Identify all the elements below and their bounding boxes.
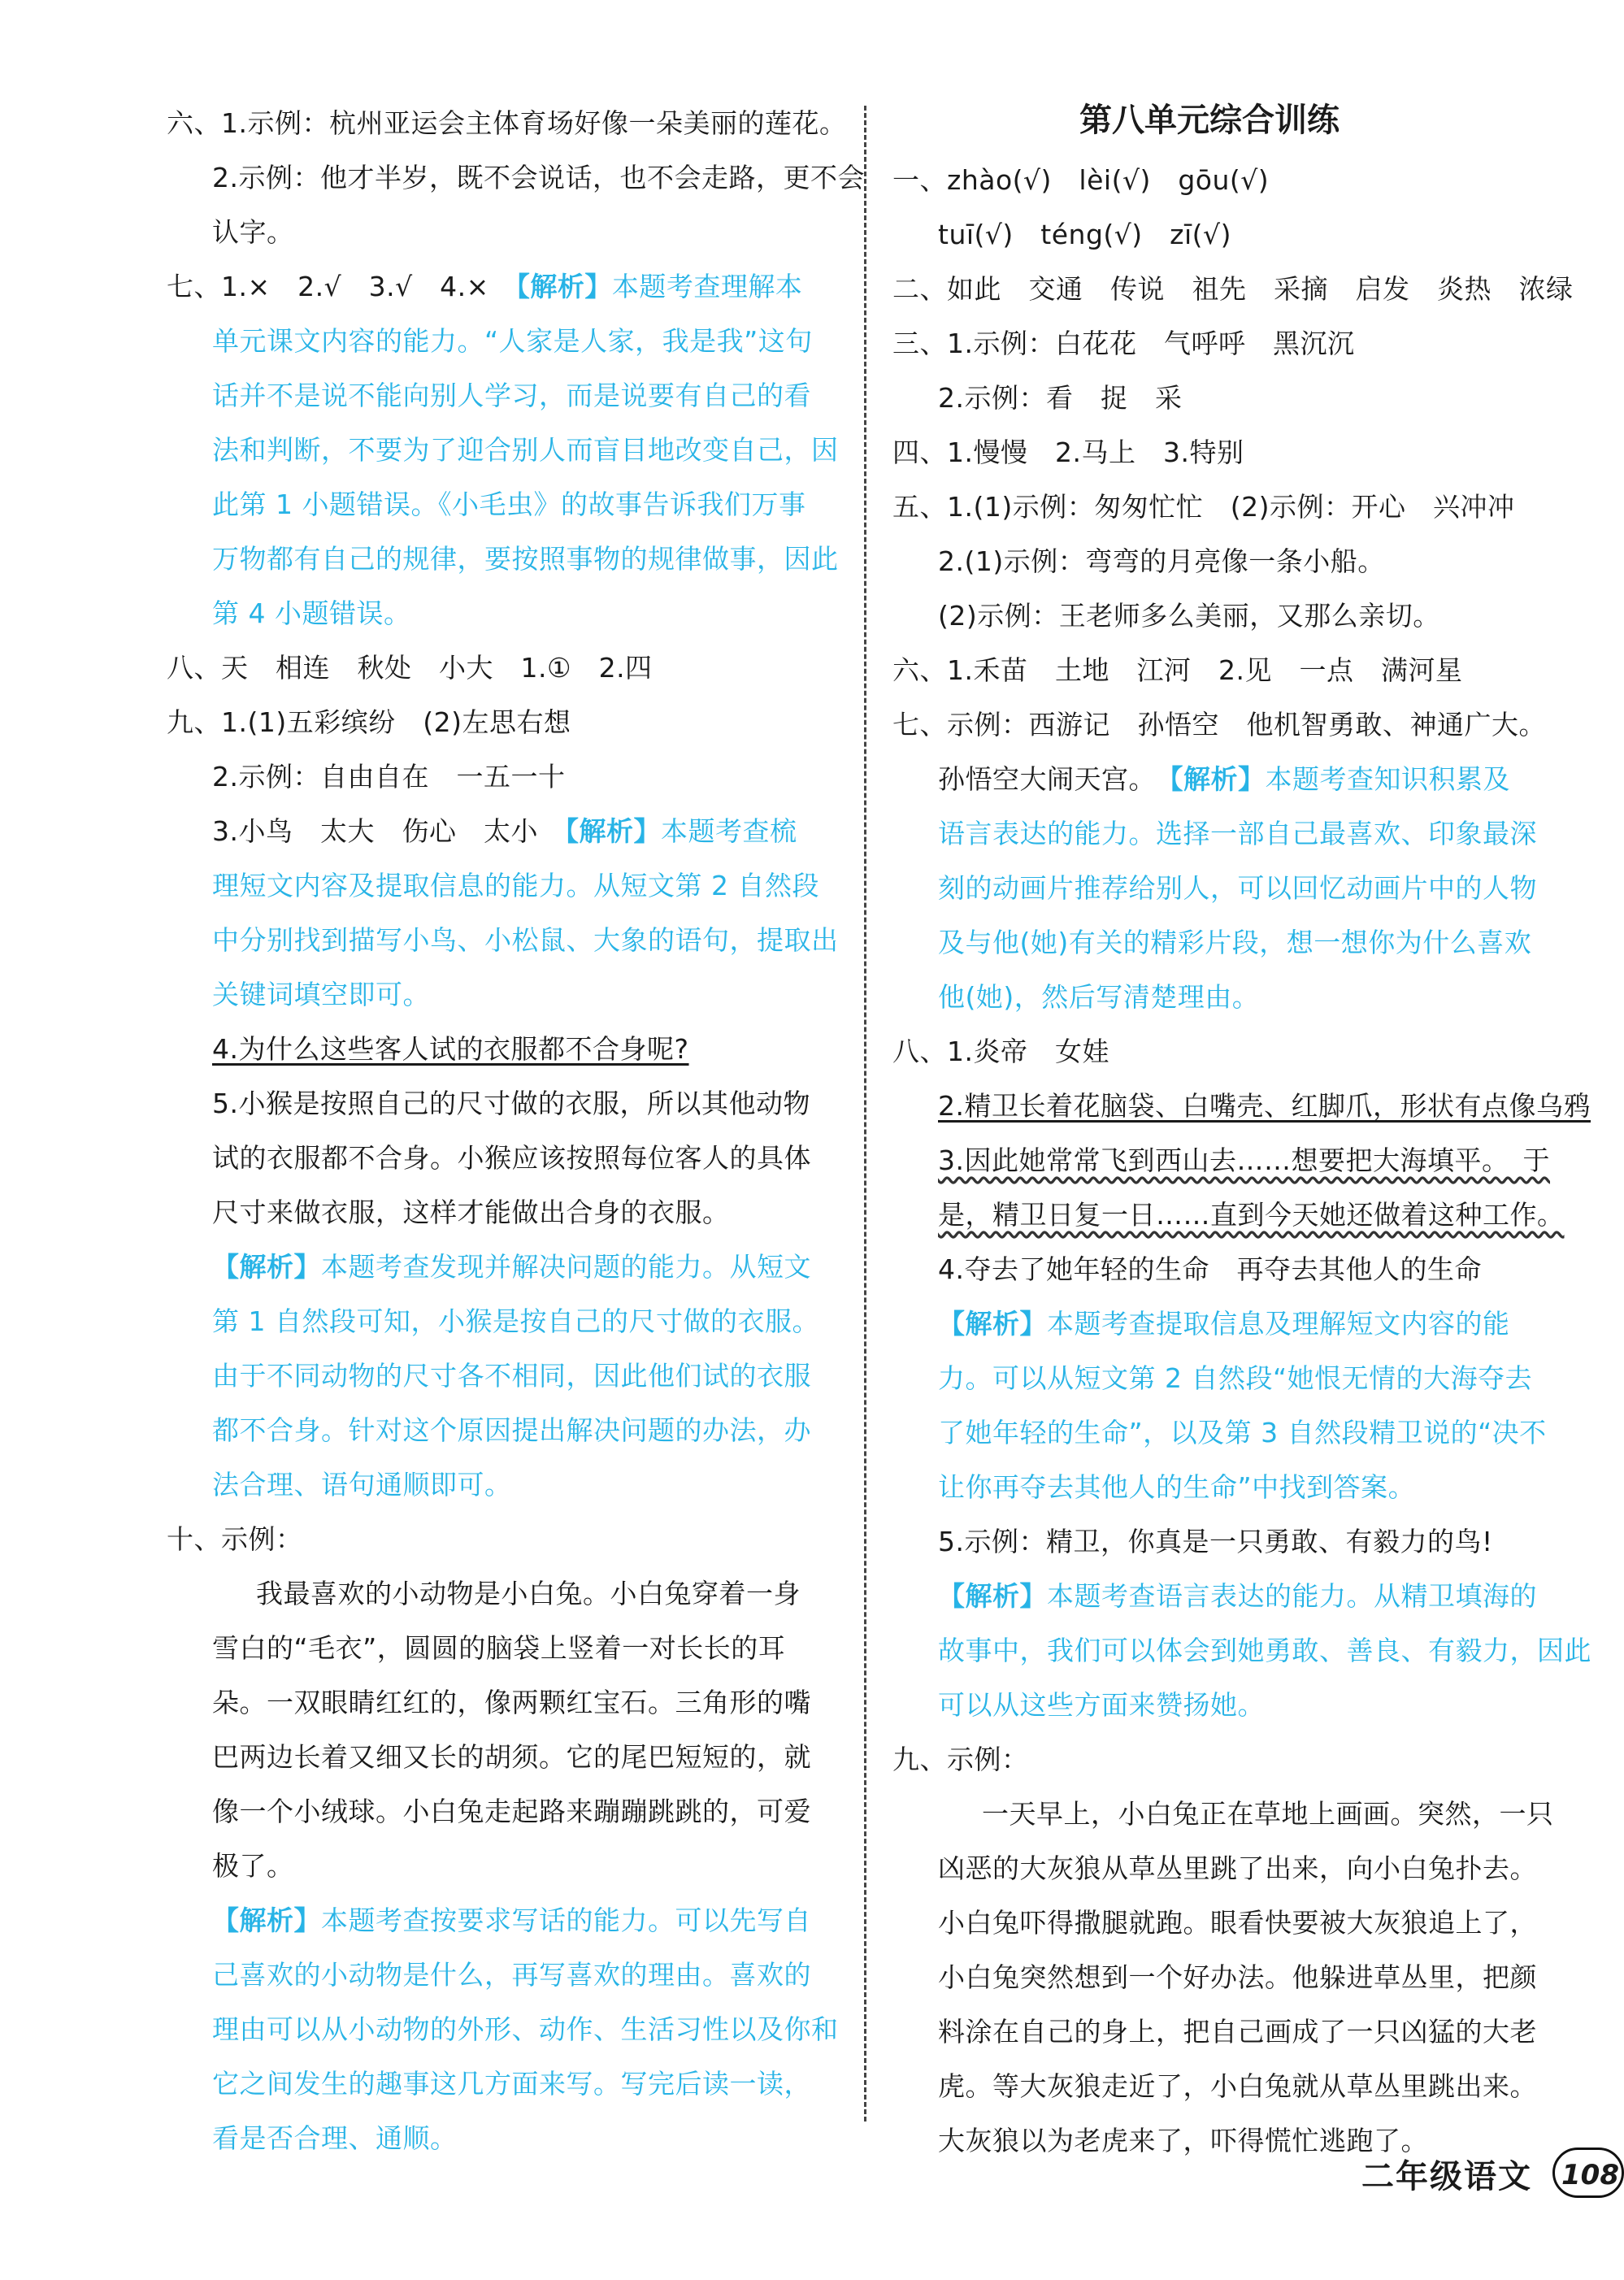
analysis-text: 话并不是说不能向别人学习，而是说要有自己的看 bbox=[212, 380, 811, 411]
answer-text: 八、天 相连 秋处 小大 1.① 2.四 bbox=[167, 652, 653, 684]
answer-line bbox=[167, 749, 841, 804]
answer-text: 3.因此她常常飞到西山去……想要把大海填平。 于 bbox=[938, 1144, 1550, 1176]
answer-line bbox=[167, 1131, 841, 1185]
grade-subject-label: 二年级语文 bbox=[1361, 2158, 1532, 2195]
answer-text: 4.为什么这些客人试的衣服都不合身呢? bbox=[212, 1033, 689, 1065]
answer-line bbox=[892, 1841, 1559, 1896]
analysis-text: 理由可以从小动物的外形、动作、生活习性以及你和 bbox=[212, 2013, 839, 2045]
answer-text: 一、zhào(√) lèi(√) gōu(√) bbox=[892, 164, 1270, 196]
answer-line bbox=[892, 534, 1559, 588]
analysis-tag: 【解析】 bbox=[212, 1251, 321, 1283]
answer-text: 2.(1)示例：弯弯的月亮像一条小船。 bbox=[938, 545, 1385, 577]
answer-text: 七、示例：西游记 孙悟空 他机智勇敢、神通广大。 bbox=[892, 709, 1546, 740]
answer-text: 巴两边长着又细又长的胡须。它的尾巴短短的，就 bbox=[212, 1741, 811, 1773]
answer-line bbox=[167, 1621, 841, 1675]
answer-text: 小白兔吓得撒腿就跑。眼看快要被大灰狼追上了， bbox=[938, 1907, 1537, 1939]
answer-line bbox=[167, 586, 841, 641]
analysis-tag: 【解析】 bbox=[938, 1308, 1047, 1340]
answer-line bbox=[892, 2059, 1559, 2113]
answer-line bbox=[892, 316, 1559, 371]
answer-line bbox=[167, 477, 841, 532]
answer-line bbox=[167, 1240, 841, 1294]
analysis-text: 刻的动画片推荐给别人，可以回忆动画片中的人物 bbox=[938, 872, 1537, 904]
analysis-text: 己喜欢的小动物是什么，再写喜欢的理由。喜欢的 bbox=[212, 1959, 811, 1991]
answer-text: 七、1.× 2.√ 3.√ 4.× bbox=[167, 271, 489, 302]
analysis-text: 中分别找到描写小鸟、小松鼠、大象的语句，提取出 bbox=[212, 924, 839, 956]
analysis-text: 此第 1 小题错误。《小毛虫》的故事告诉我们万事 bbox=[212, 489, 806, 520]
analysis-text: 都不合身。针对这个原因提出解决问题的办法，办 bbox=[212, 1414, 811, 1446]
answer-line bbox=[167, 1784, 841, 1839]
answer-line bbox=[167, 1566, 841, 1621]
answer-line bbox=[892, 1514, 1559, 1569]
answer-line bbox=[892, 153, 1559, 207]
answer-text: 认字。 bbox=[212, 216, 294, 248]
answer-line bbox=[892, 1188, 1565, 1242]
answer-text: 3.小鸟 太大 伤心 太小 bbox=[212, 815, 538, 847]
answer-line bbox=[167, 1022, 841, 1076]
answer-line bbox=[167, 423, 841, 477]
answer-text: 2.示例：看 捉 采 bbox=[938, 382, 1183, 414]
answer-text: 2.示例：他才半岁，既不会说话，也不会走路，更不会 bbox=[212, 162, 865, 193]
analysis-tag: 【解析】 bbox=[1170, 763, 1266, 795]
analysis-text: 本题考查发现并解决问题的能力。从短文 bbox=[321, 1251, 811, 1283]
answer-line bbox=[167, 858, 841, 913]
analysis-text: 了她年轻的生命”，以及第 3 自然段精卫说的“决不 bbox=[938, 1417, 1547, 1448]
analysis-text: 法和判断，不要为了迎合别人而盲目地改变自己，因 bbox=[212, 434, 839, 466]
answer-line bbox=[167, 1348, 841, 1403]
answer-line bbox=[167, 2056, 841, 2111]
analysis-text: 本题考查理解本 bbox=[611, 271, 803, 302]
analysis-tag: 【解析】 bbox=[212, 1904, 321, 1936]
answer-text: 试的衣服都不合身。小猴应该按照每位客人的具体 bbox=[212, 1142, 811, 1174]
answer-line bbox=[892, 915, 1559, 970]
left-column bbox=[167, 96, 865, 2165]
answer-line bbox=[892, 371, 1559, 425]
answer-line bbox=[167, 1730, 841, 1784]
answer-line bbox=[892, 1351, 1559, 1405]
answer-text: 2.示例：自由自在 一五一十 bbox=[212, 761, 566, 793]
answer-text: 4.夺去了她年轻的生命 再夺去其他人的生命 bbox=[938, 1253, 1482, 1285]
answer-line bbox=[167, 368, 841, 423]
answer-text: 虎。等大灰狼走近了，小白兔就从草丛里跳出来。 bbox=[938, 2070, 1537, 2102]
answer-line bbox=[167, 1185, 841, 1240]
answer-line bbox=[892, 1024, 1559, 1079]
answer-line bbox=[167, 1675, 841, 1730]
answer-line bbox=[892, 1950, 1559, 2004]
answer-line bbox=[167, 205, 841, 259]
answer-line bbox=[892, 2004, 1559, 2059]
answer-line bbox=[167, 1839, 841, 1893]
answer-text: 5.示例：精卫，你真是一只勇敢、有毅力的鸟! bbox=[938, 1526, 1493, 1557]
answer-line bbox=[167, 804, 841, 858]
answer-line bbox=[892, 1896, 1559, 1950]
answer-line bbox=[892, 1569, 1559, 1623]
analysis-text: 第 4 小题错误。 bbox=[212, 597, 411, 629]
answer-text: 二、如此 交通 传说 祖先 采摘 启发 炎热 浓绿 bbox=[892, 273, 1574, 305]
answer-line bbox=[167, 967, 841, 1022]
analysis-text: 力。可以从短文第 2 自然段“她恨无情的大海夺去 bbox=[938, 1362, 1533, 1394]
analysis-text: 万物都有自己的规律，要按照事物的规律做事，因此 bbox=[212, 543, 839, 575]
answer-line bbox=[892, 806, 1559, 861]
right-lines bbox=[892, 153, 1591, 2168]
answer-line bbox=[167, 913, 841, 967]
answer-text: 尺寸来做衣服，这样才能做出合身的衣服。 bbox=[212, 1196, 730, 1228]
answer-text: 孙悟空大闹天宫。 bbox=[938, 763, 1143, 795]
answer-text: 2.精卫长着花脑袋、白嘴壳、红脚爪，形状有点像乌鸦 bbox=[938, 1090, 1591, 1122]
analysis-text: 单元课文内容的能力。“人家是人家，我是我”这句 bbox=[212, 325, 813, 357]
answer-line bbox=[892, 1678, 1559, 1732]
answer-line bbox=[167, 695, 841, 749]
answer-text: 像一个小绒球。小白兔走起路来蹦蹦跳跳的，可爱 bbox=[212, 1796, 811, 1827]
answer-line bbox=[892, 643, 1559, 697]
answer-text: 九、示例： bbox=[892, 1744, 1029, 1775]
answer-text: 十、示例： bbox=[167, 1523, 303, 1555]
answer-line bbox=[167, 1403, 841, 1457]
analysis-tag: 【解析】 bbox=[565, 815, 661, 847]
unit-title: 第八单元综合训练 bbox=[1079, 102, 1340, 139]
answer-text: 我最喜欢的小动物是小白兔。小白兔穿着一身 bbox=[256, 1578, 801, 1609]
answer-text: 大灰狼以为老虎来了，吓得慌忙逃跑了。 bbox=[938, 2125, 1428, 2156]
answer-line bbox=[167, 641, 841, 695]
answer-text: 九、1.(1)五彩缤纷 (2)左思右想 bbox=[167, 706, 571, 738]
analysis-text: 本题考查知识积累及 bbox=[1265, 763, 1510, 795]
answer-line bbox=[167, 532, 841, 586]
answer-line bbox=[892, 1133, 1559, 1188]
analysis-text: 理短文内容及提取信息的能力。从短文第 2 自然段 bbox=[212, 870, 819, 901]
answer-text: 朵。一双眼睛红红的，像两颗红宝石。三角形的嘴 bbox=[212, 1687, 811, 1718]
answer-text: 是，精卫日复一日……直到今天她还做着这种工作。 bbox=[938, 1199, 1565, 1231]
answer-line bbox=[892, 1242, 1559, 1296]
answer-line bbox=[892, 480, 1559, 534]
answer-line bbox=[167, 2002, 841, 2056]
answer-line bbox=[167, 1893, 841, 1948]
answer-text: 六、1.示例：杭州亚运会主体育场好像一朵美丽的莲花。 bbox=[167, 107, 847, 139]
answer-text: 三、1.示例：白花花 气呼呼 黑沉沉 bbox=[892, 328, 1355, 359]
page-number-badge: 108 bbox=[1552, 2148, 1624, 2198]
answer-line bbox=[892, 1296, 1559, 1351]
answer-line bbox=[167, 96, 847, 150]
answer-line bbox=[892, 425, 1559, 480]
answer-line bbox=[167, 2111, 841, 2165]
answer-line bbox=[892, 861, 1559, 915]
answer-line bbox=[167, 259, 841, 314]
analysis-tag: 【解析】 bbox=[938, 1580, 1047, 1612]
right-column bbox=[892, 96, 1591, 2168]
answer-line bbox=[892, 1405, 1559, 1460]
answer-text: 5.小猴是按照自己的尺寸做的衣服，所以其他动物 bbox=[212, 1088, 810, 1119]
analysis-text: 看是否合理、通顺。 bbox=[212, 2122, 458, 2154]
answer-text: (2)示例：王老师多么美丽，又那么亲切。 bbox=[938, 600, 1440, 632]
answer-line bbox=[892, 1787, 1559, 1841]
answer-line bbox=[892, 588, 1559, 643]
analysis-text: 关键词填空即可。 bbox=[212, 979, 430, 1010]
answer-line bbox=[167, 1457, 841, 1512]
page-footer bbox=[1333, 2148, 1619, 2204]
answer-text: 凶恶的大灰狼从草丛里跳了出来，向小白兔扑去。 bbox=[938, 1852, 1537, 1884]
analysis-text: 让你再夺去其他人的生命”中找到答案。 bbox=[938, 1471, 1416, 1503]
analysis-text: 可以从这些方面来赞扬她。 bbox=[938, 1689, 1265, 1721]
analysis-text: 及与他(她)有关的精彩片段，想一想你为什么喜欢 bbox=[938, 927, 1532, 958]
answer-line bbox=[167, 1076, 841, 1131]
analysis-text: 他(她)，然后写清楚理由。 bbox=[938, 981, 1260, 1013]
analysis-text: 由于不同动物的尺寸各不相同，因此他们试的衣服 bbox=[212, 1360, 811, 1392]
answer-line bbox=[892, 262, 1574, 316]
answer-text: 雪白的“毛衣”，圆圆的脑袋上竖着一对长长的耳 bbox=[212, 1632, 786, 1664]
answer-text: 八、1.炎帝 女娃 bbox=[892, 1036, 1109, 1067]
answer-line bbox=[892, 207, 1559, 262]
analysis-tag: 【解析】 bbox=[516, 271, 612, 302]
analysis-text: 第 1 自然段可知，小猴是按自己的尺寸做的衣服。 bbox=[212, 1305, 819, 1337]
answer-line bbox=[892, 1732, 1559, 1787]
answer-line bbox=[167, 1948, 841, 2002]
answer-line bbox=[167, 1512, 841, 1566]
answer-text: 料涂在自己的身上，把自己画成了一只凶猛的大老 bbox=[938, 2016, 1537, 2048]
answer-line bbox=[892, 970, 1559, 1024]
answer-line bbox=[167, 150, 865, 205]
answer-text: 四、1.慢慢 2.马上 3.特别 bbox=[892, 436, 1244, 468]
analysis-text: 故事中，我们可以体会到她勇敢、善良、有毅力，因此 bbox=[938, 1635, 1591, 1666]
answer-line bbox=[892, 1460, 1559, 1514]
answer-text: 一天早上，小白兔正在草地上画画。突然，一只 bbox=[982, 1798, 1554, 1830]
answer-line bbox=[892, 752, 1559, 806]
answer-line bbox=[167, 1294, 841, 1348]
answer-line bbox=[892, 1079, 1591, 1133]
analysis-text: 本题考查语言表达的能力。从精卫填海的 bbox=[1047, 1580, 1537, 1612]
answer-text: tuī(√) téng(√) zī(√) bbox=[938, 219, 1231, 250]
answer-line bbox=[892, 1623, 1591, 1678]
answer-line bbox=[892, 697, 1559, 752]
answer-text: 极了。 bbox=[212, 1850, 294, 1882]
answer-line bbox=[167, 314, 841, 368]
analysis-text: 本题考查按要求写话的能力。可以先写自 bbox=[321, 1904, 811, 1936]
column-divider bbox=[864, 106, 866, 2121]
answer-text: 五、1.(1)示例：匆匆忙忙 (2)示例：开心 兴冲冲 bbox=[892, 491, 1515, 523]
analysis-text: 本题考查梳 bbox=[661, 815, 797, 847]
analysis-text: 语言表达的能力。选择一部自己最喜欢、印象最深 bbox=[938, 818, 1537, 849]
analysis-text: 法合理、语句通顺即可。 bbox=[212, 1469, 512, 1500]
answer-text: 六、1.禾苗 土地 江河 2.见 一点 满河星 bbox=[892, 654, 1463, 686]
analysis-text: 本题考查提取信息及理解短文内容的能 bbox=[1047, 1308, 1510, 1340]
answer-text: 小白兔突然想到一个好办法。他躲进草丛里，把颜 bbox=[938, 1961, 1537, 1993]
analysis-text: 它之间发生的趣事这几方面来写。写完后读一读， bbox=[212, 2068, 811, 2100]
